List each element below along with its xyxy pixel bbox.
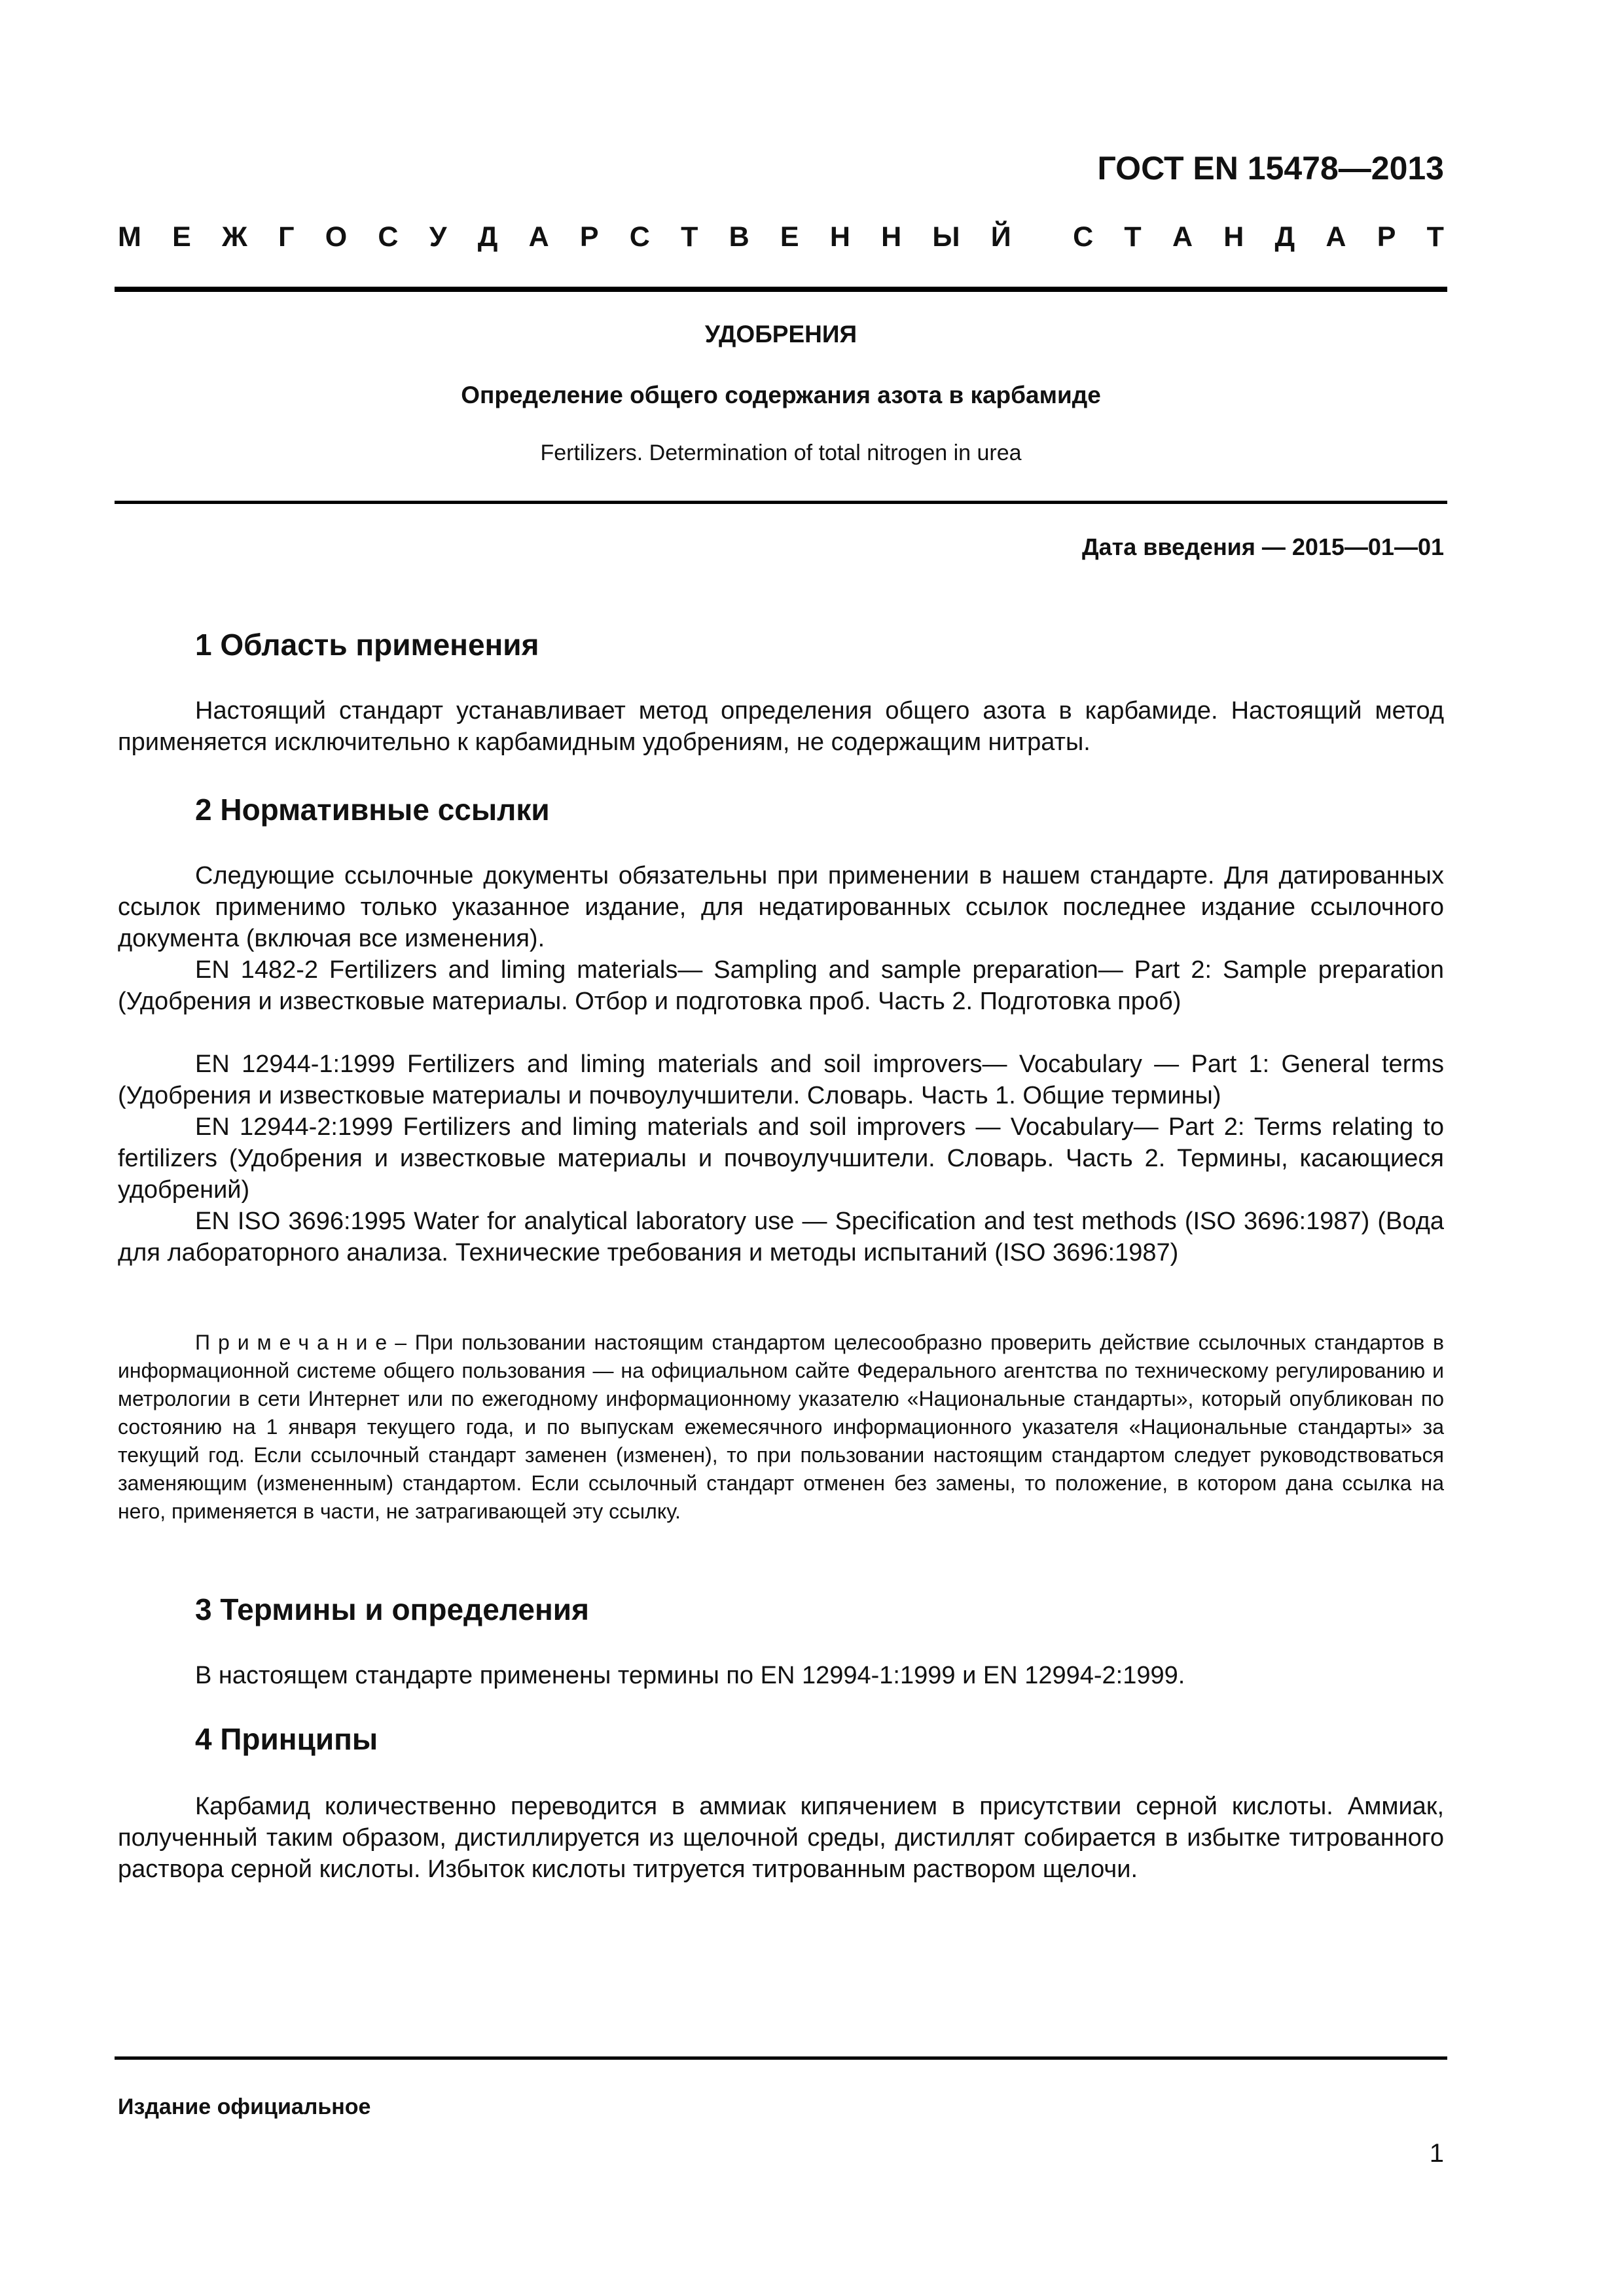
standard-kind-letter: О — [325, 221, 348, 253]
standard-kind-letter: Р — [1377, 221, 1396, 253]
footer-rule — [115, 2056, 1447, 2060]
standard-kind-letter: Ы — [932, 221, 960, 253]
standard-kind-letter: Е — [172, 221, 191, 253]
section-2-heading: 2 Нормативные ссылки — [195, 793, 550, 827]
section-2-note — [118, 1329, 1444, 1526]
document-title: УДОБРЕНИЯ — [704, 321, 857, 348]
section-1-text: Настоящий стандарт устанавливает метод определения общего азота в карбамиде. Настоящий метод применяется исключительно к карбамидным удобрениям, не содержащим нитраты. — [118, 697, 1444, 756]
document-title-english: Fertilizers. Determination of total nitrogen in urea — [540, 440, 1022, 465]
standard-kind-letter: С — [378, 221, 399, 253]
standard-kind-letter: Р — [579, 221, 599, 253]
standard-kind-letter: Д — [477, 221, 498, 253]
page-number: 1 — [1429, 2139, 1444, 2168]
official-edition-label: Издание официальное — [118, 2094, 371, 2119]
document-subtitle: Определение общего содержания азота в карбамиде — [461, 382, 1101, 408]
note-label: Примечание — [195, 1331, 395, 1354]
section-3-heading: 3 Термины и определения — [195, 1592, 589, 1626]
standard-kind-letter: Е — [780, 221, 799, 253]
note-text: – При пользовании настоящим стандартом целесообразно проверить действие ссылочных стандартов в информационной системе общего пользования — на официальном сайте Федерального агентства по техническому регулированию и метрологии в сети Интернет или по ежегодному информационному указателю «Национальные стандарты», который опубликован по состоянию на 1 января текущего года, и по выпускам ежемесячного информационного указателя «Национальные стандарты» за текущий год. Если ссылочный стандарт заменен (изменен), то при пользовании настоящим стандартом следует руководствоваться заменяющим (измененным) стандартом. Если ссылочный стандарт отменен без замены, то положение, в котором дана ссылка на него, применяется в части, не затрагивающей эту ссылку. — [118, 1331, 1444, 1523]
document-code: ГОСТ EN 15478—2013 — [1097, 150, 1444, 187]
standard-kind-letter: Н — [829, 221, 850, 253]
standard-kind-letter: С — [629, 221, 650, 253]
header-rule-bottom — [115, 501, 1447, 504]
standard-kind-letter: Н — [881, 221, 902, 253]
header-rule-top — [115, 287, 1447, 292]
section-1-heading: 1 Область применения — [195, 628, 539, 662]
standard-kind-letter: М — [118, 221, 141, 253]
standard-kind-letter: Т — [681, 221, 698, 253]
reference-item: EN 1482-2 Fertilizers and liming materials— Sampling and sample preparation— Part 2: Sample preparation (Удобрения и известковые материалы. Отбор и подготовка проб. Часть 2. Подготовка проб) — [118, 956, 1444, 1015]
section-2-intro: Следующие ссылочные документы обязательны при применении в нашем стандарте. Для датированных ссылок применимо только указанное издание, для недатированных ссылок последнее издание ссылочного документа (включая все изменения). — [118, 862, 1444, 952]
standard-kind-letter: Ж — [221, 221, 247, 253]
standard-kind-letter: А — [1326, 221, 1346, 253]
section-4-heading: 4 Принципы — [195, 1722, 378, 1756]
standard-kind-letter: А — [528, 221, 549, 253]
standard-kind-letter: А — [1172, 221, 1193, 253]
standard-kind-letter: Д — [1274, 221, 1295, 253]
standard-kind-heading — [118, 221, 1444, 253]
standard-kind-letter: В — [729, 221, 749, 253]
standard-kind-letter: Й — [990, 221, 1011, 253]
standard-kind-letter: Н — [1223, 221, 1244, 253]
reference-item: EN ISO 3696:1995 Water for analytical laboratory use — Specification and test methods (ISO 3696:1987) (Вода для лабораторного анализа. Технические требования и методы испытаний (ISO 3696:1987) — [118, 1208, 1444, 1266]
standard-kind-letter: Т — [1426, 221, 1444, 253]
standard-kind-letter: У — [429, 221, 447, 253]
section-4-text: Карбамид количественно переводится в аммиак кипячением в присутствии серной кислоты. Аммиак, полученный таким образом, дистиллируется из щелочной среды, дистиллят собирается в избытке титрованного раствора серной кислоты. Избыток кислоты титруется титрованным раствором щелочи. — [118, 1793, 1444, 1883]
standard-kind-letter: С — [1073, 221, 1094, 253]
section-3-text: В настоящем стандарте применены термины по EN 12994-1:1999 и EN 12994-2:1999. — [195, 1662, 1185, 1689]
introduction-date: Дата введения — 2015—01—01 — [1081, 533, 1444, 560]
reference-item: EN 12944-1:1999 Fertilizers and liming materials and soil improvers— Vocabulary — Part 1: General terms (Удобрения и известковые материалы и почвоулучшители. Словарь. Часть 1. Общие термины) — [118, 1050, 1444, 1109]
standard-kind-letter: Г — [278, 221, 295, 253]
standard-kind-letter: Т — [1124, 221, 1142, 253]
reference-item: EN 12944-2:1999 Fertilizers and liming materials and soil improvers — Vocabulary— Part 2: Terms relating to fertilizers (Удобрения и известковые материалы и почвоулучшители. Словарь. Часть 2. Термины, касающиеся удобрений) — [118, 1113, 1444, 1204]
